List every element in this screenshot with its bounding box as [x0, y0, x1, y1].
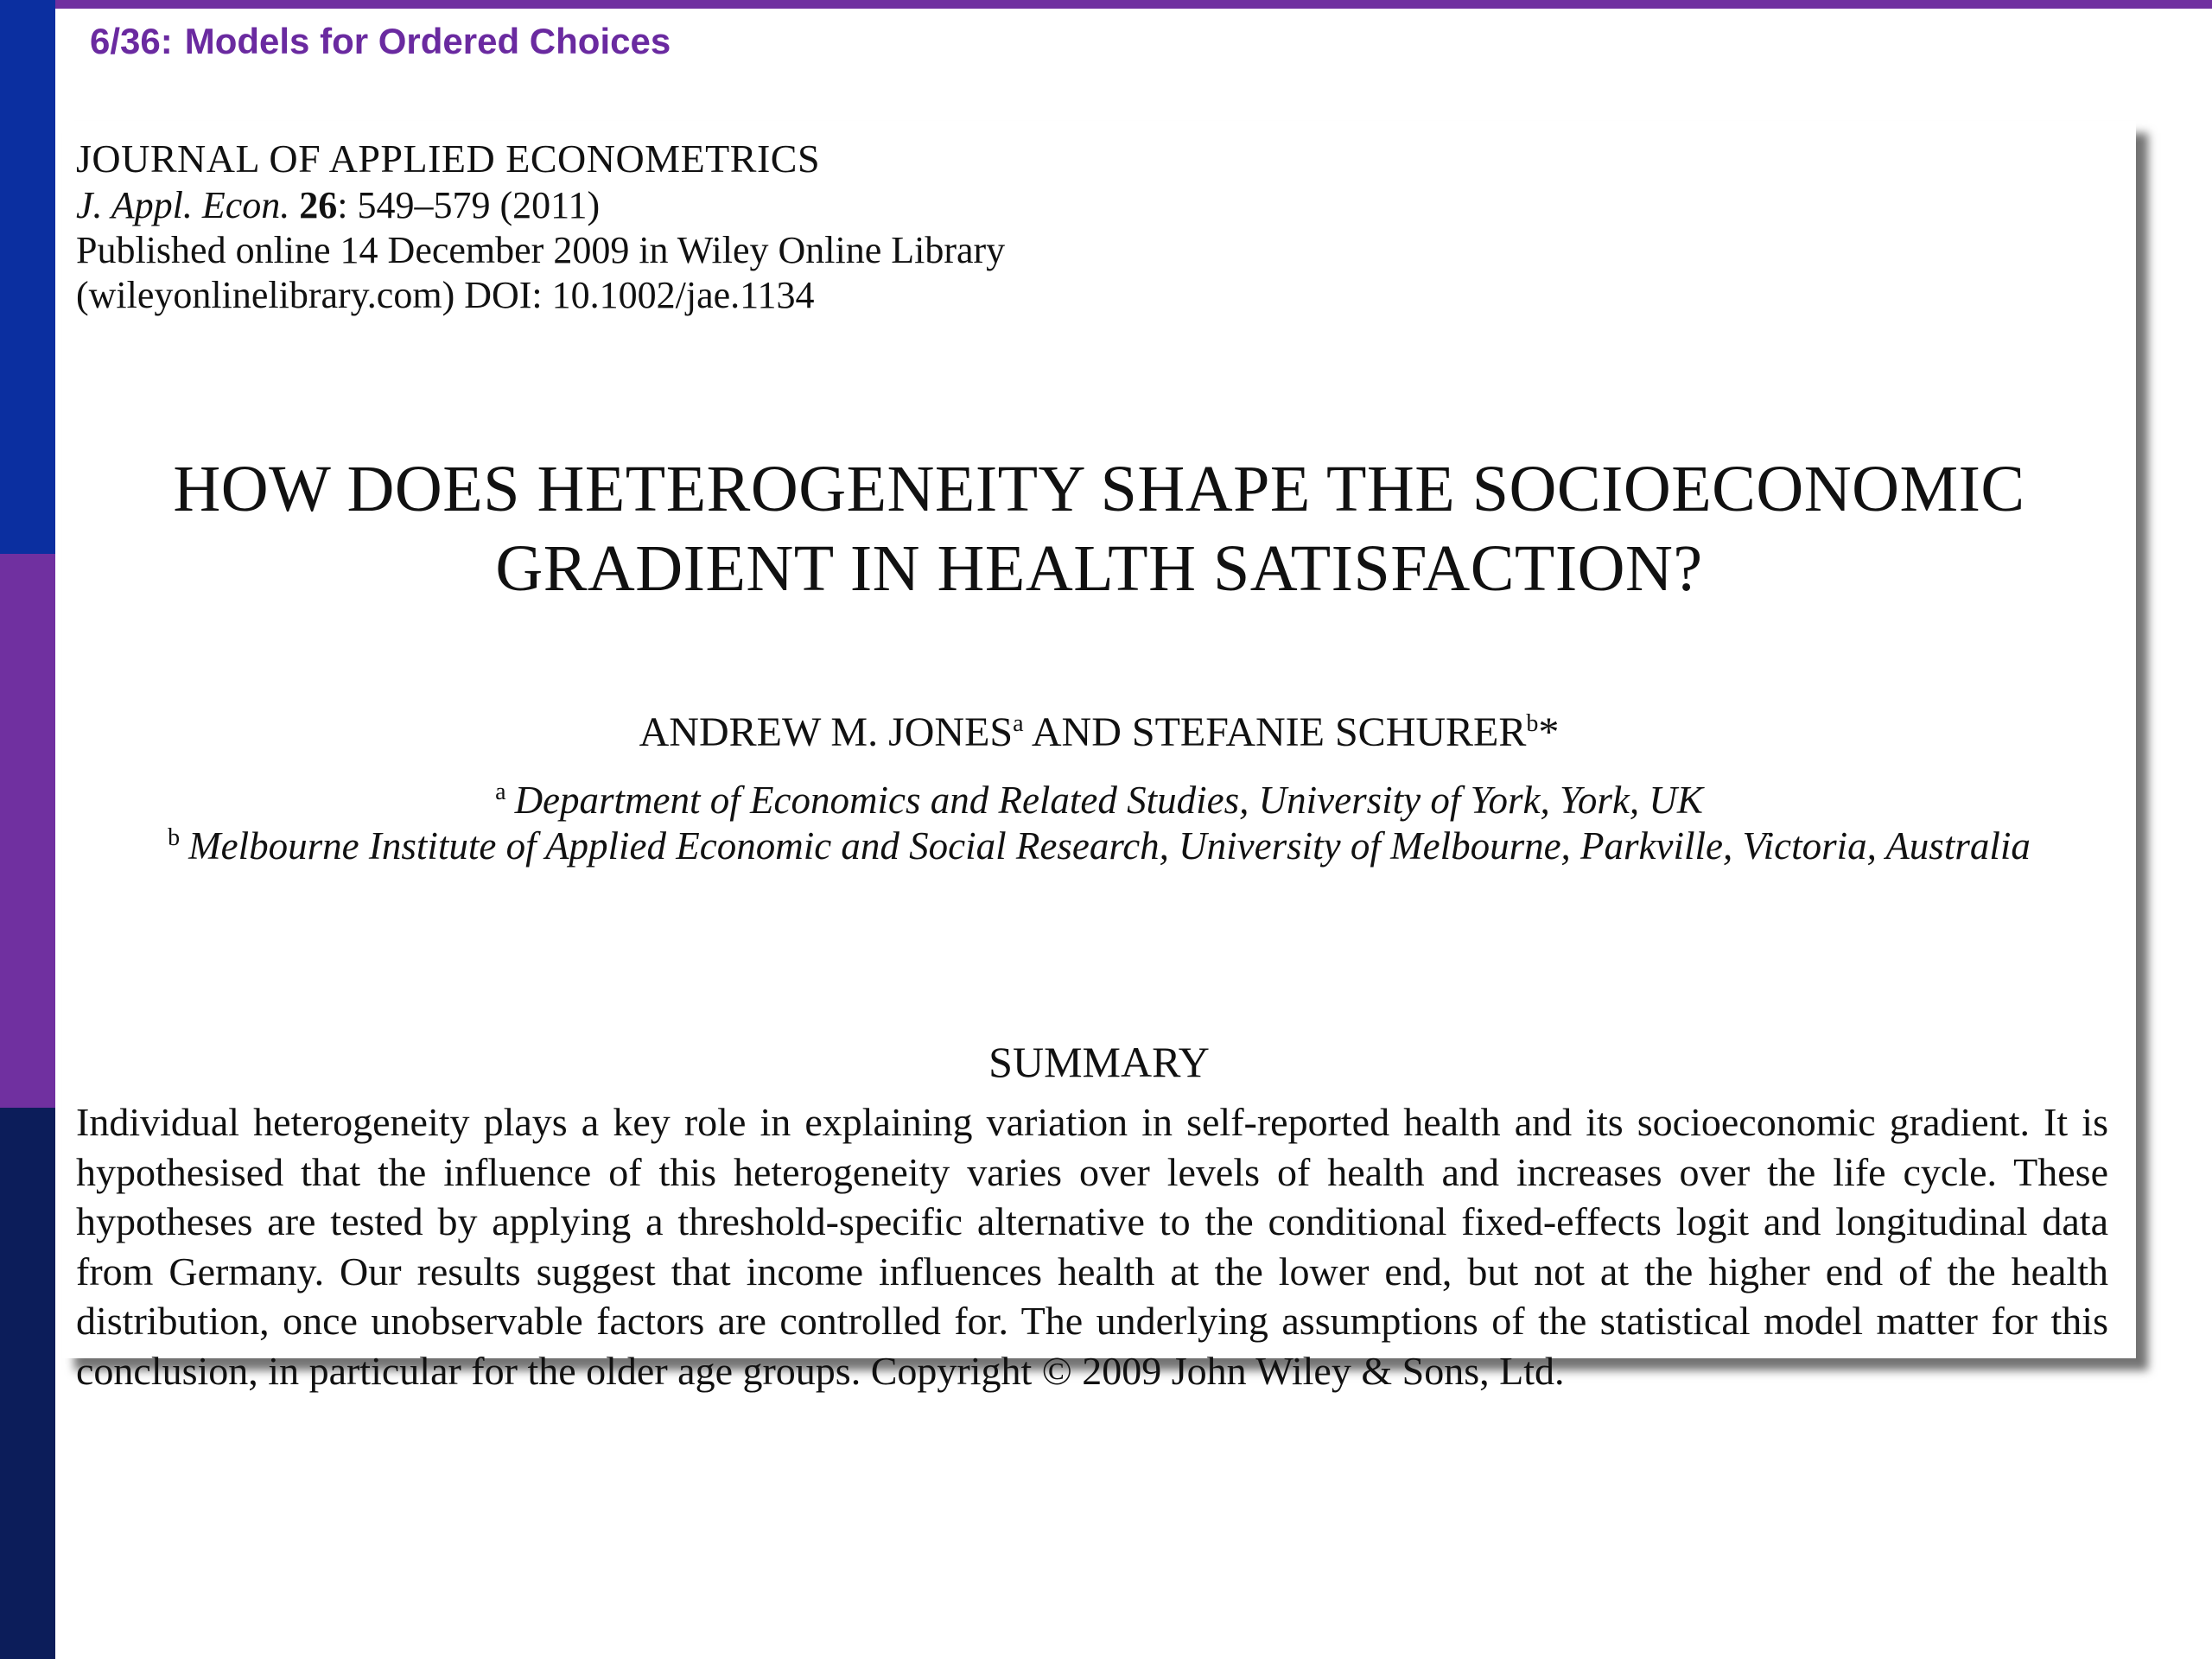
left-bar-purple [0, 554, 55, 1108]
citation-pages-year: : 549–579 (2011) [337, 184, 601, 226]
journal-name: JOURNAL OF APPLIED ECONOMETRICS [76, 137, 821, 181]
slide-header [90, 21, 671, 62]
slide-title: Models for Ordered Choices [184, 21, 671, 61]
left-bar-navy [0, 1108, 55, 1659]
affiliation-a-mark: a [495, 779, 506, 805]
paper-clipping [62, 121, 2136, 1393]
left-bar-blue [0, 0, 55, 554]
citation-volume: 26 [299, 184, 338, 226]
paper-title-line-2: GRADIENT IN HEALTH SATISFACTION? [495, 532, 1703, 605]
summary-heading: SUMMARY [988, 1038, 1210, 1086]
journal-info [76, 135, 1005, 318]
citation-journal: J. Appl. Econ. [76, 184, 290, 226]
author-2: STEFANIE SCHURER [1131, 709, 1527, 755]
affiliation-b [62, 823, 2136, 868]
authors [62, 709, 2136, 756]
published-line: Published online 14 December 2009 in Wiley Online Library [76, 229, 1006, 271]
paper-title-line-1: HOW DOES HETEROGENEITY SHAPE THE SOCIOECONOMIC [173, 453, 2025, 525]
paper-title [62, 449, 2136, 608]
affiliation-b-text: Melbourne Institute of Applied Economic and Social Research, University of Melbourne, Parkville, Victoria, Australia [188, 824, 2031, 868]
author-2-mark: b [1526, 710, 1539, 737]
abstract-text: Individual heterogeneity plays a key role in explaining variation in self-reported health and its socioeconomic gradient. It is hypothesised that the influence of this heterogeneity varies over levels of health and increases over the life cycle. These hypotheses are tested by applying a threshold-specific alternative to the conditional fixed-effects logit and longitudinal data from Germany. Our results suggest that income influences health at the lower end, but not at the higher end of the health distribution, once unobservable factors are controlled for. The underlying assumptions of the statistical model matter for this conclusion, in particular for the older age groups. Copyright © 2009 John Wiley & Sons, Ltd. [76, 1100, 2108, 1393]
top-rule [55, 0, 2212, 9]
author-1: ANDREW M. JONES [639, 709, 1014, 755]
doi-line: (wileyonlinelibrary.com) DOI: 10.1002/jae.1134 [76, 274, 815, 316]
affiliation-a-text: Department of Economics and Related Studies, University of York, York, UK [514, 779, 1703, 822]
corresponding-star: * [1538, 709, 1560, 755]
author-joiner: AND [1023, 709, 1132, 755]
author-1-mark: a [1013, 710, 1024, 737]
slide-number: 6/36: [90, 21, 173, 61]
affiliation-a [62, 778, 2136, 823]
affiliation-b-mark: b [168, 824, 181, 851]
citation [76, 183, 1005, 228]
